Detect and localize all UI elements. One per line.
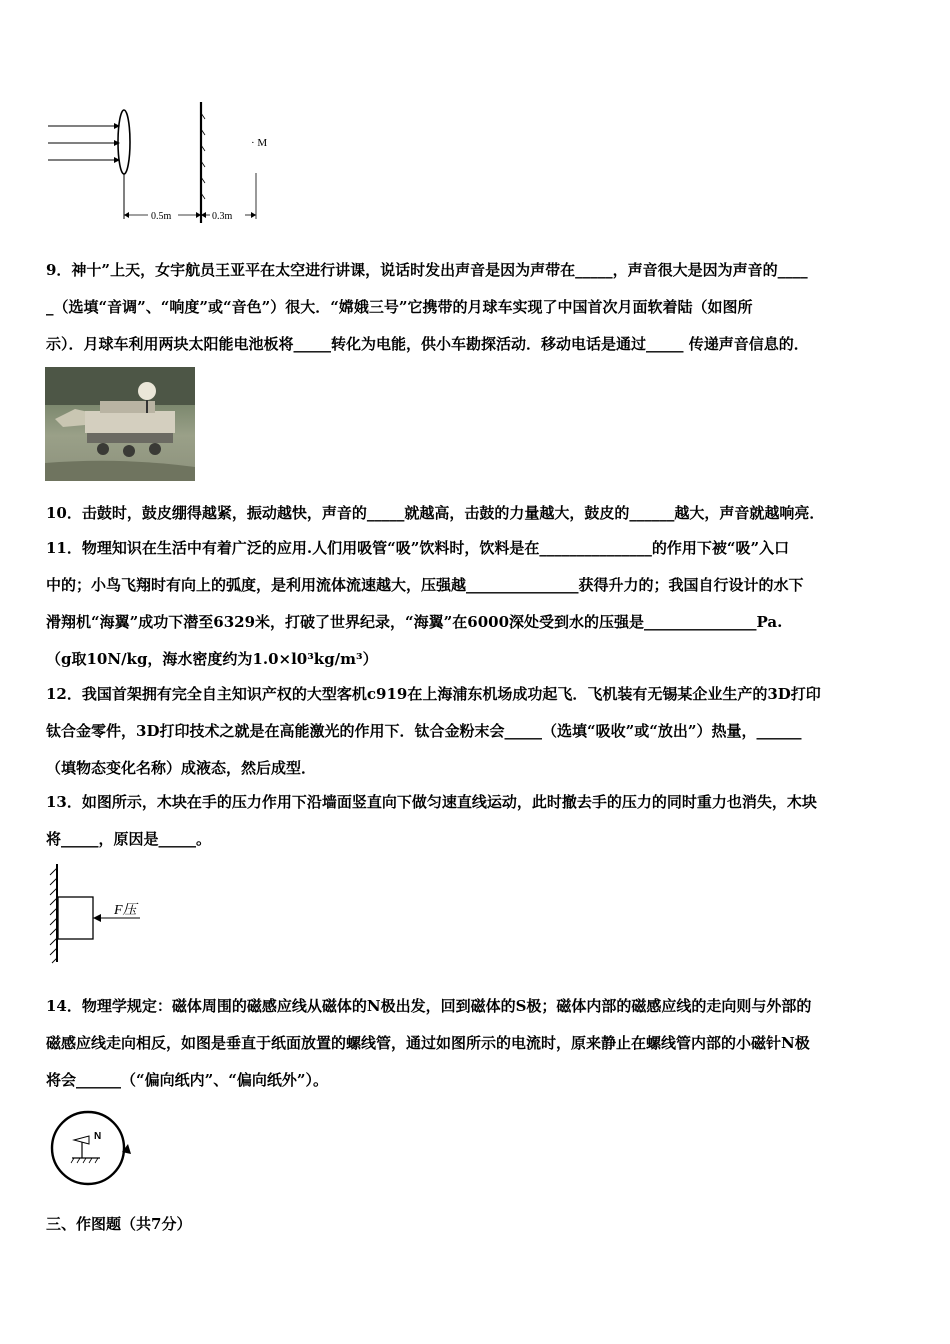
distance-label-1: 0.5m — [151, 211, 172, 222]
convex-lens — [118, 110, 130, 174]
solenoid-coil — [52, 1112, 124, 1184]
question-14-line-1: 14．物理学规定：磁体周围的磁感应线从磁体的N极出发，回到磁体的S极；磁体内部的磁感应线的走向则与外部的 — [46, 997, 812, 1015]
force-arrow — [93, 914, 101, 922]
section-3-title: 三、作图题（共7分） — [46, 1215, 192, 1233]
question-9-line-1: 9．神十”上天，女宇航员王亚平在太空进行讲课，说话时发出声音是因为声带在_____，声音很大是因为声音的____ — [46, 261, 808, 279]
point-m-label: · M — [251, 137, 268, 149]
question-14-line-2: 磁感应线走向相反，如图是垂直于纸面放置的螺线管，通过如图所示的电流时，原来静止在螺线管内部的小磁针N极 — [46, 1034, 810, 1052]
question-13-line-1: 13．如图所示，木块在手的压力作用下沿墙面竖直向下做匀速直线运动，此时撤去手的压力的同时重力也消失，木块 — [46, 793, 817, 811]
question-11-line-3: 滑翔机“海翼”成功下潜至6329米，打破了世界纪录，“海翼”在6000深处受到水的压强是_______________Pa. — [46, 613, 783, 631]
wooden-block — [58, 897, 93, 939]
question-9-line-3: 示）．月球车利用两块太阳能电池板将_____转化为电能，供小车勘探活动．移动电话是通过_____ 传递声音信息的． — [46, 335, 809, 353]
force-label: F压 — [114, 903, 137, 918]
wall-block-figure — [44, 862, 154, 964]
question-14-line-3: 将会______（“偏向纸内”、“偏向纸外”）。 — [46, 1071, 329, 1089]
north-pole-label: N — [94, 1131, 102, 1142]
solenoid-figure — [44, 1110, 139, 1190]
question-11-line-1: 11．物理知识在生活中有着广泛的应用.人们用吸管“吸”饮料时，饮料是在_______________的作用下被“吸”入口 — [46, 539, 790, 557]
question-11-line-4: （g取10N/kg，海水密度约为1.0×l0³kg/m³） — [46, 650, 378, 668]
question-12-line-3: （填物态变化名称）成液态，然后成型． — [46, 759, 317, 777]
lens-mirror-figure — [40, 95, 280, 230]
question-12-line-1: 12．我国首架拥有完全自主知识产权的大型客机c919在上海浦东机场成功起飞．飞机装有无锡某企业生产的3D打印 — [46, 685, 821, 703]
distance-label-2: 0.3m — [212, 211, 233, 222]
question-10-line-1: 10．击鼓时，鼓皮绷得越紧，振动越快，声音的_____就越高，击鼓的力量越大，鼓皮的______越大，声音就越响亮． — [46, 504, 825, 522]
question-12-line-2: 钛合金零件，3D打印技术之就是在高能激光的作用下．钛合金粉末会_____（选填“吸收”或“放出”）热量，______ — [46, 722, 802, 740]
question-13-line-2: 将_____，原因是_____。 — [46, 830, 212, 848]
lunar-rover-photo — [45, 367, 195, 481]
question-9-line-2: _（选填“音调”、“响度”或“音色”）很大．“嫦娥三号”它携带的月球车实现了中国首次月面软着陆（如图所 — [46, 298, 753, 316]
question-11-line-2: 中的；小鸟飞翔时有向上的弧度，是利用流体流速越大，压强越_______________获得升力的；我国自行设计的水下 — [46, 576, 804, 594]
